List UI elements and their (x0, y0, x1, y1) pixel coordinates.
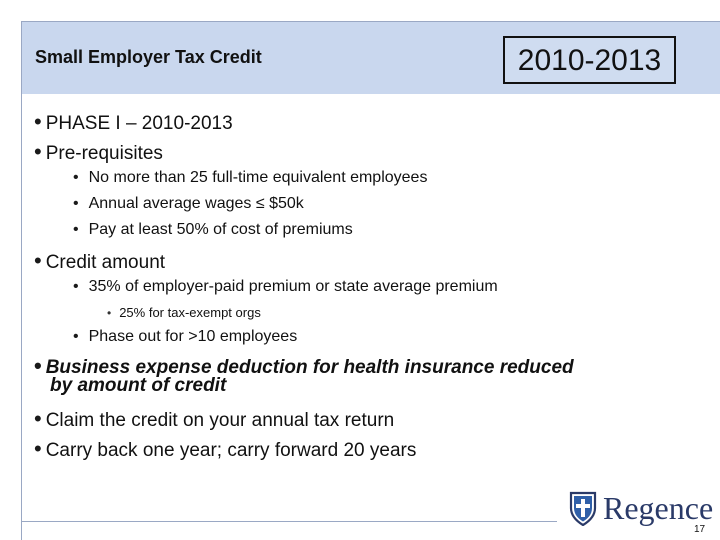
bullet-phase-text: PHASE I – 2010-2013 (45, 113, 233, 134)
regence-logo-text: Regence (603, 490, 714, 526)
bullet-dot-icon: • (34, 353, 42, 378)
bullet-prereq (34, 139, 163, 165)
bullet-dot-icon: • (34, 436, 42, 461)
bullet-credit-amount (34, 248, 165, 274)
bullet-carry (34, 436, 416, 462)
bullet-dot-icon: • (34, 406, 42, 431)
bullet-dot-icon: • (107, 306, 112, 320)
credit-subitem-text: 25% for tax-exempt orgs (119, 305, 261, 320)
year-badge: 2010-2013 (503, 36, 676, 84)
credit-item-text: Phase out for >10 employees (88, 328, 298, 345)
bullet-dot-icon: • (73, 221, 79, 238)
bullet-business-expense-cont (50, 375, 226, 397)
bullet-claim (34, 406, 394, 432)
bullet-dot-icon: • (34, 109, 42, 134)
cross-shield-icon (568, 490, 598, 526)
bullet-claim-text: Claim the credit on your annual tax return (45, 410, 395, 431)
bullet-credit-amount-text: Credit amount (45, 252, 166, 273)
prereq-item-1 (73, 169, 427, 187)
credit-item-2 (73, 328, 297, 346)
bullet-business-line2: by amount of credit (50, 375, 227, 396)
bullet-dot-icon: • (34, 248, 42, 273)
prereq-item-2 (73, 195, 304, 213)
bullet-dot-icon: • (73, 278, 79, 295)
footer-divider (22, 521, 557, 522)
credit-item-text: 35% of employer-paid premium or state average premium (88, 278, 498, 295)
slide-title: Small Employer Tax Credit (35, 47, 262, 67)
bullet-carry-text: Carry back one year; carry forward 20 years (45, 440, 417, 461)
prereq-item-text: Pay at least 50% of cost of premiums (88, 221, 353, 238)
credit-subitem-1 (107, 305, 261, 320)
bullet-business-line1: Business expense deduction for health insurance reduced (45, 357, 574, 378)
prereq-item-3 (73, 221, 353, 239)
bullet-prereq-text: Pre-requisites (45, 143, 163, 164)
credit-item-1 (73, 278, 498, 296)
bullet-dot-icon: • (73, 195, 79, 212)
prereq-item-text: No more than 25 full-time equivalent employees (88, 169, 428, 186)
bullet-dot-icon: • (73, 169, 79, 186)
bullet-phase (34, 109, 233, 135)
bullet-dot-icon: • (34, 139, 42, 164)
bullet-dot-icon: • (73, 328, 79, 345)
regence-logo (568, 490, 598, 531)
page-number: 17 (694, 524, 706, 535)
prereq-item-text: Annual average wages ≤ $50k (88, 195, 304, 212)
